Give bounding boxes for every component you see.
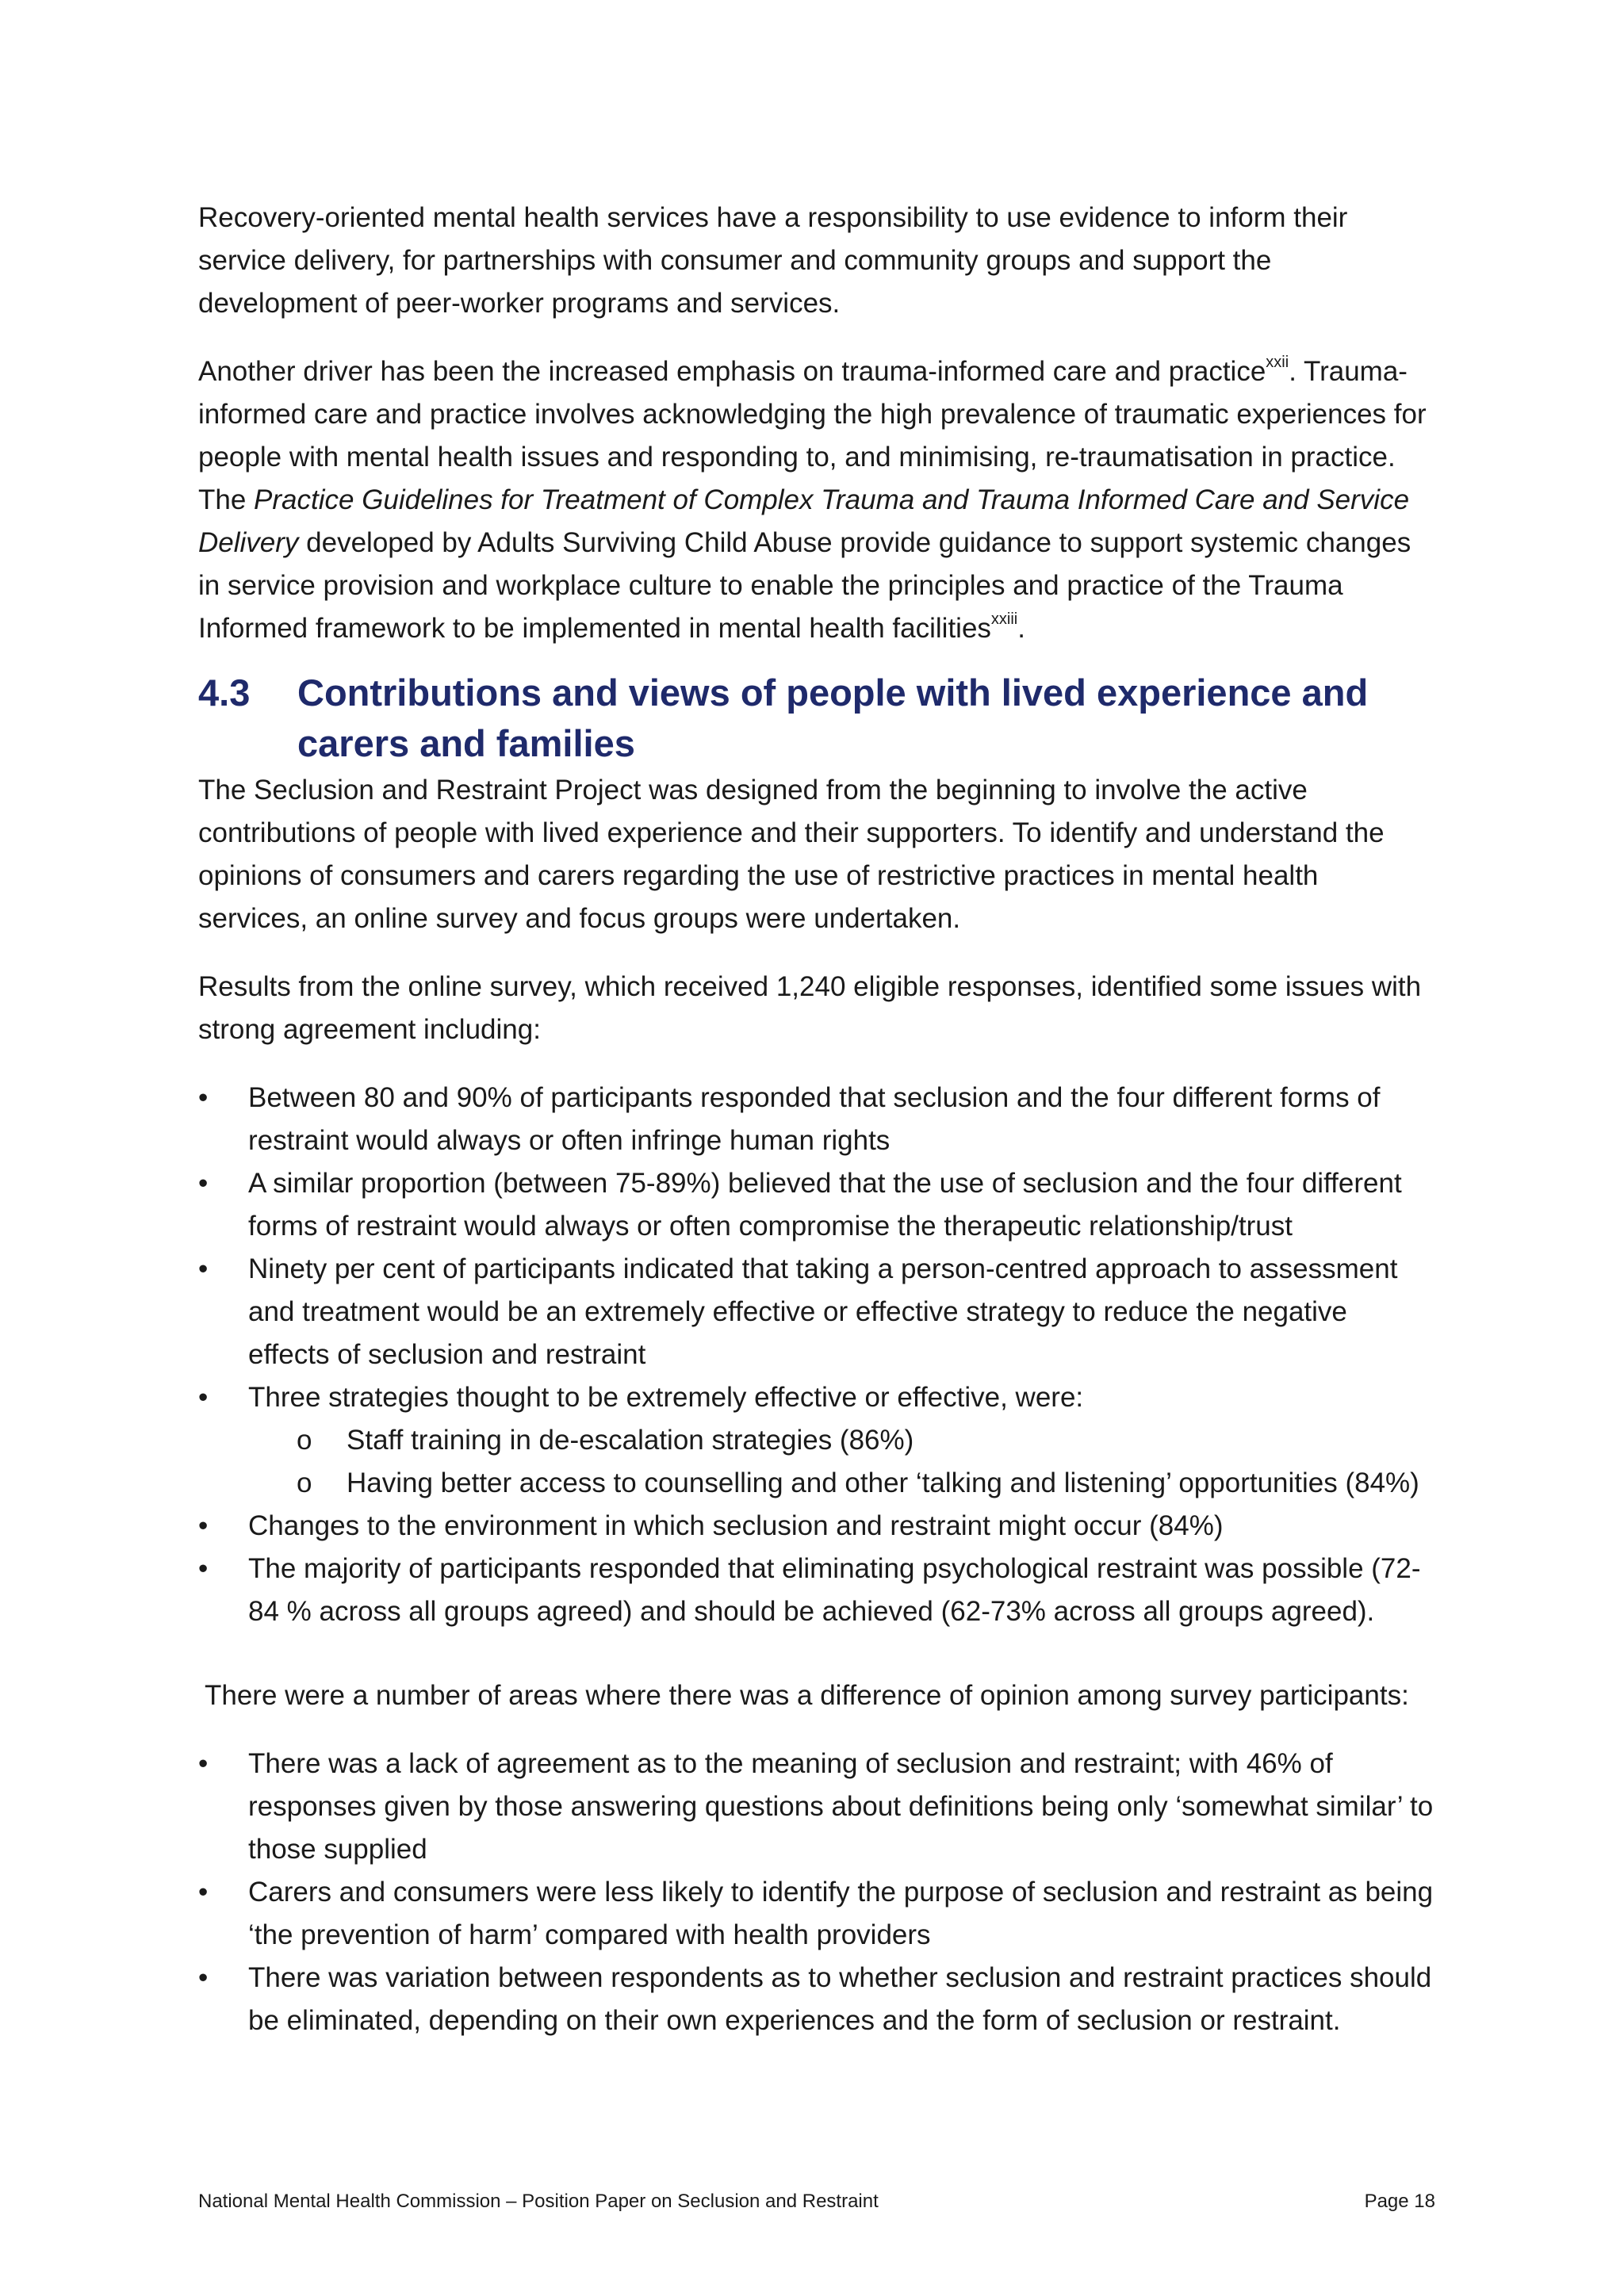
sublist-item: o Having better access to counselling and other ‘talking and listening’ opportunities (84%) [198,1462,1435,1505]
bullet-icon: • [198,1962,209,1993]
list-item: • Ninety per cent of participants indicated that taking a person-centred approach to assessment and treatment would be an extremely effective or effective strategy to reduce the negative effects of seclusion and restraint [198,1248,1435,1376]
list-item: • Carers and consumers were less likely to identify the purpose of seclusion and restraint as being ‘the prevention of harm’ compared with health providers [198,1871,1435,1957]
sublist-item: o Staff training in de-escalation strategies (86%) [198,1419,1435,1462]
para2-text-b: . Trauma-informed care and practice involves acknowledging the high prevalence of traumatic experiences for people with mental health issues and responding to, and minimising, re-traumatisation in practice. The [198,356,1427,515]
bullet-icon: • [198,1553,209,1584]
bullet-icon: • [198,1253,209,1284]
difference-list [198,1743,1435,2042]
section-paragraph-1: The Seclusion and Restraint Project was designed from the beginning to involve the active contributions of people with lived experience and their supporters. To identify and understand the opinions of consumers and carers regarding the use of restrictive practices in mental health services, an online survey and focus groups were undertaken. [198,775,1385,934]
bullet-icon: • [198,1748,209,1779]
endnote-ref-xxii: xxii [1266,354,1289,372]
guidelines-title: Practice Guidelines for Treatment of Complex Trauma and Trauma Informed Care and Service Delivery [198,484,1410,558]
endnote-ref-xxiii: xxiii [990,610,1018,629]
para2-text-d: . [1017,613,1025,644]
section-heading [198,668,1435,769]
list-item: • Changes to the environment in which seclusion and restraint might occur (84%) [198,1505,1435,1548]
list-item: • Between 80 and 90% of participants responded that seclusion and the four different forms of restraint would always or often infringe human rights [198,1077,1435,1162]
para2-text-c: developed by Adults Surviving Child Abuse provide guidance to support systemic changes in service provision and workplace culture to enable the principles and practice of the Trauma Informed framework to be implemented in mental health facilities [198,527,1411,644]
section-number: 4.3 [198,672,251,714]
bullet-icon: • [198,1168,209,1199]
list-item: • The majority of participants responded that eliminating psychological restraint was possible (72-84 % across all groups agreed) and should be achieved (62-73% across all groups agreed). [198,1548,1435,1633]
agreement-list [198,1077,1435,1419]
circle-bullet-icon: o [297,1425,312,1456]
page-number: Page 18 [1364,2191,1435,2212]
bullet-icon: • [198,1082,209,1113]
bullet-icon: • [198,1382,209,1413]
list-item: • There was variation between respondents as to whether seclusion and restraint practices should be eliminated, depending on their own experiences and the form of seclusion or restraint. [198,1957,1435,2042]
para2-text-a: Another driver has been the increased emphasis on trauma-informed care and practice [198,356,1266,387]
bullet-icon: • [198,1510,209,1541]
page-footer [198,2190,1435,2214]
footer-title: National Mental Health Commission – Position Paper on Seclusion and Restraint [198,2191,879,2212]
bullet-icon: • [198,1877,209,1908]
agreement-list-continued [198,1505,1435,1633]
section-paragraph-2: Results from the online survey, which received 1,240 eligible responses, identified some issues with strong agreement including: [198,971,1422,1045]
circle-bullet-icon: o [297,1468,312,1498]
list-item: • There was a lack of agreement as to the meaning of seclusion and restraint; with 46% of responses given by those answering questions about definitions being only ‘somewhat similar’ to those supplied [198,1743,1435,1871]
list-item: • Three strategies thought to be extremely effective or effective, were: [198,1376,1435,1419]
strategies-sublist [198,1419,1435,1505]
list-item: • A similar proportion (between 75-89%) believed that the use of seclusion and the four different forms of restraint would always or often compromise the therapeutic relationship/trust [198,1162,1435,1248]
section-paragraph-3: There were a number of areas where there was a difference of opinion among survey participants: [205,1680,1409,1711]
document-body [198,197,1435,2042]
section-title: Contributions and views of people with lived experience and carers and families [297,672,1369,764]
intro-paragraph-2 [198,350,1435,650]
intro-paragraph-1: Recovery-oriented mental health services have a responsibility to use evidence to inform their service delivery, for partnerships with consumer and community groups and support the development of peer-worker programs and services. [198,202,1348,319]
